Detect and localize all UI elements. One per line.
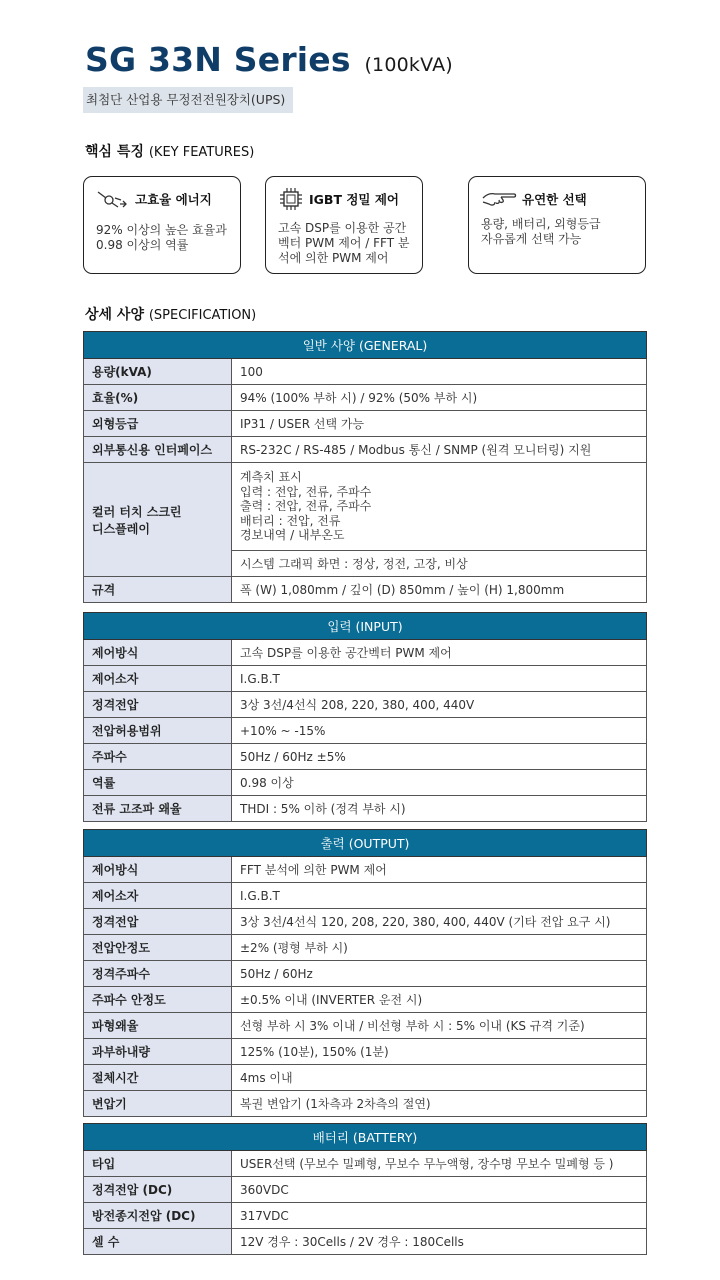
spec-heading-ko: 상세 사양: [85, 307, 144, 323]
battery-spec-table: [83, 1123, 647, 1255]
table-row: [84, 987, 647, 1013]
display-line: 계측치 표시: [240, 470, 302, 485]
display-metrics: [232, 463, 647, 551]
row-value: 317VDC: [232, 1203, 647, 1229]
display-line: 경보내역 / 내부온도: [240, 528, 345, 543]
row-value: 50Hz / 60Hz: [232, 961, 647, 987]
row-value: 4ms 이내: [232, 1065, 647, 1091]
feature-body-line: 0.98 이상의 역률: [96, 238, 189, 252]
row-value: 125% (10분), 150% (1분): [232, 1039, 647, 1065]
subtitle: 최첨단 산업용 무정전전원장치(UPS): [83, 87, 293, 113]
feature-card-flexible: [468, 176, 646, 274]
row-value: I.G.B.T: [232, 666, 647, 692]
row-label: 절체시간: [84, 1065, 232, 1091]
feature-title: 고효율 에너지: [135, 192, 212, 207]
row-label: 규격: [84, 577, 232, 603]
row-label: [84, 463, 232, 577]
display-line: 출력 : 전압, 전류, 주파수: [240, 499, 372, 514]
table-row: [84, 909, 647, 935]
row-value: 3상 3선/4선식 208, 220, 380, 400, 440V: [232, 692, 647, 718]
table-row: [84, 437, 647, 463]
row-label: 변압기: [84, 1091, 232, 1117]
row-label: 정격주파수: [84, 961, 232, 987]
row-label: 용량(kVA): [84, 359, 232, 385]
efficiency-icon: [96, 188, 130, 210]
row-value: USER선택 (무보수 밀폐형, 무보수 무누액형, 장수명 무보수 밀폐형 등 ): [232, 1151, 647, 1177]
feature-body-line: 92% 이상의 높은 효율과: [96, 223, 227, 237]
table-row: [84, 1039, 647, 1065]
table-row: [84, 961, 647, 987]
table-row: [84, 883, 647, 909]
row-label-line: 디스플레이: [92, 521, 150, 536]
table-row: [84, 1013, 647, 1039]
input-spec-table: [83, 612, 647, 822]
row-value: FFT 분석에 의한 PWM 제어: [232, 857, 647, 883]
feature-body-line: 자유롭게 선택 가능: [481, 232, 582, 246]
features-heading: [85, 141, 254, 161]
spec-heading-en: (SPECIFICATION): [148, 308, 257, 323]
row-label: 전압안정도: [84, 935, 232, 961]
row-value: I.G.B.T: [232, 883, 647, 909]
feature-body: [481, 217, 633, 247]
row-value: 3상 3선/4선식 120, 208, 220, 380, 400, 440V (기타 전압 요구 시): [232, 909, 647, 935]
table-row: [84, 577, 647, 603]
table-row: [84, 411, 647, 437]
row-value: 100: [232, 359, 647, 385]
row-value: ±0.5% 이내 (INVERTER 운전 시): [232, 987, 647, 1013]
table-row: [84, 770, 647, 796]
table-row: [84, 1091, 647, 1117]
pointing-hand-icon: [481, 189, 517, 209]
table-row: [84, 385, 647, 411]
feature-body-line: 고속 DSP를 이용한 공간: [278, 221, 407, 235]
table-row: [84, 796, 647, 822]
display-line: 입력 : 전압, 전류, 주파수: [240, 484, 372, 499]
page-title: [85, 40, 453, 79]
row-label: 타입: [84, 1151, 232, 1177]
row-label: 전압허용범위: [84, 718, 232, 744]
row-label: 셀 수: [84, 1229, 232, 1255]
row-value: THDI : 5% 이하 (정격 부하 시): [232, 796, 647, 822]
row-value: ±2% (평형 부하 시): [232, 935, 647, 961]
row-label: 전류 고조파 왜율: [84, 796, 232, 822]
table-row: [84, 463, 647, 551]
table-row: [84, 640, 647, 666]
row-label: 제어소자: [84, 666, 232, 692]
table-row: [84, 1151, 647, 1177]
row-label: 주파수: [84, 744, 232, 770]
table-header: 배터리 (BATTERY): [84, 1124, 647, 1151]
feature-card-igbt: [265, 176, 423, 274]
table-header: 출력 (OUTPUT): [84, 830, 647, 857]
capacity-label: (100kVA): [364, 54, 453, 76]
table-header: 입력 (INPUT): [84, 613, 647, 640]
row-value: 고속 DSP를 이용한 공간벡터 PWM 제어: [232, 640, 647, 666]
row-label: 효율(%): [84, 385, 232, 411]
table-row: [84, 1203, 647, 1229]
table-row: [84, 1177, 647, 1203]
row-label: 제어소자: [84, 883, 232, 909]
table-row: [84, 1229, 647, 1255]
row-label: 방전종지전압 (DC): [84, 1203, 232, 1229]
row-value: +10% ~ -15%: [232, 718, 647, 744]
series-name: SG 33N Series: [85, 40, 351, 79]
feature-body-line: 벡터 PWM 제어 / FFT 분: [278, 236, 410, 250]
display-graphic: 시스템 그래픽 화면 : 정상, 정전, 고장, 비상: [232, 551, 647, 577]
row-value: 복권 변압기 (1차측과 2차측의 절연): [232, 1091, 647, 1117]
row-value: 선형 부하 시 3% 이내 / 비선형 부하 시 : 5% 이내 (KS 규격 기준): [232, 1013, 647, 1039]
spec-heading: [85, 304, 256, 324]
table-row: [84, 857, 647, 883]
row-label: 정격전압: [84, 909, 232, 935]
output-spec-table: [83, 829, 647, 1117]
chip-icon: [278, 186, 304, 212]
table-row: [84, 359, 647, 385]
table-row: [84, 718, 647, 744]
feature-body: [278, 221, 410, 266]
row-value: 0.98 이상: [232, 770, 647, 796]
feature-body: [96, 223, 228, 253]
feature-card-efficiency: [83, 176, 241, 274]
general-spec-table: [83, 331, 647, 603]
table-row: [84, 1065, 647, 1091]
row-value: 94% (100% 부하 시) / 92% (50% 부하 시): [232, 385, 647, 411]
row-value: RS-232C / RS-485 / Modbus 통신 / SNMP (원격 모니터링) 지원: [232, 437, 647, 463]
row-label: 주파수 안정도: [84, 987, 232, 1013]
features-heading-ko: 핵심 특징: [85, 144, 144, 160]
feature-body-line: 석에 의한 PWM 제어: [278, 251, 389, 265]
feature-title: 유연한 선택: [522, 192, 587, 207]
row-label: 역률: [84, 770, 232, 796]
display-line: 배터리 : 전압, 전류: [240, 513, 341, 528]
row-value: IP31 / USER 선택 가능: [232, 411, 647, 437]
table-row: [84, 935, 647, 961]
row-value: 폭 (W) 1,080mm / 깊이 (D) 850mm / 높이 (H) 1,800mm: [232, 577, 647, 603]
features-heading-en: (KEY FEATURES): [148, 145, 255, 160]
table-row: [84, 666, 647, 692]
row-label-line: 컬러 터치 스크린: [92, 504, 182, 519]
table-row: [84, 692, 647, 718]
row-label: 제어방식: [84, 640, 232, 666]
table-row: [84, 744, 647, 770]
row-value: 12V 경우 : 30Cells / 2V 경우 : 180Cells: [232, 1229, 647, 1255]
table-header: 일반 사양 (GENERAL): [84, 332, 647, 359]
row-label: 외형등급: [84, 411, 232, 437]
row-label: 과부하내량: [84, 1039, 232, 1065]
feature-body-line: 용량, 배터리, 외형등급: [481, 217, 601, 231]
row-label: 제어방식: [84, 857, 232, 883]
row-value: 360VDC: [232, 1177, 647, 1203]
feature-title: IGBT 정밀 제어: [309, 192, 399, 207]
row-label: 외부통신용 인터페이스: [84, 437, 232, 463]
row-label: 파형왜율: [84, 1013, 232, 1039]
row-value: 50Hz / 60Hz ±5%: [232, 744, 647, 770]
row-label: 정격전압: [84, 692, 232, 718]
row-label: 정격전압 (DC): [84, 1177, 232, 1203]
